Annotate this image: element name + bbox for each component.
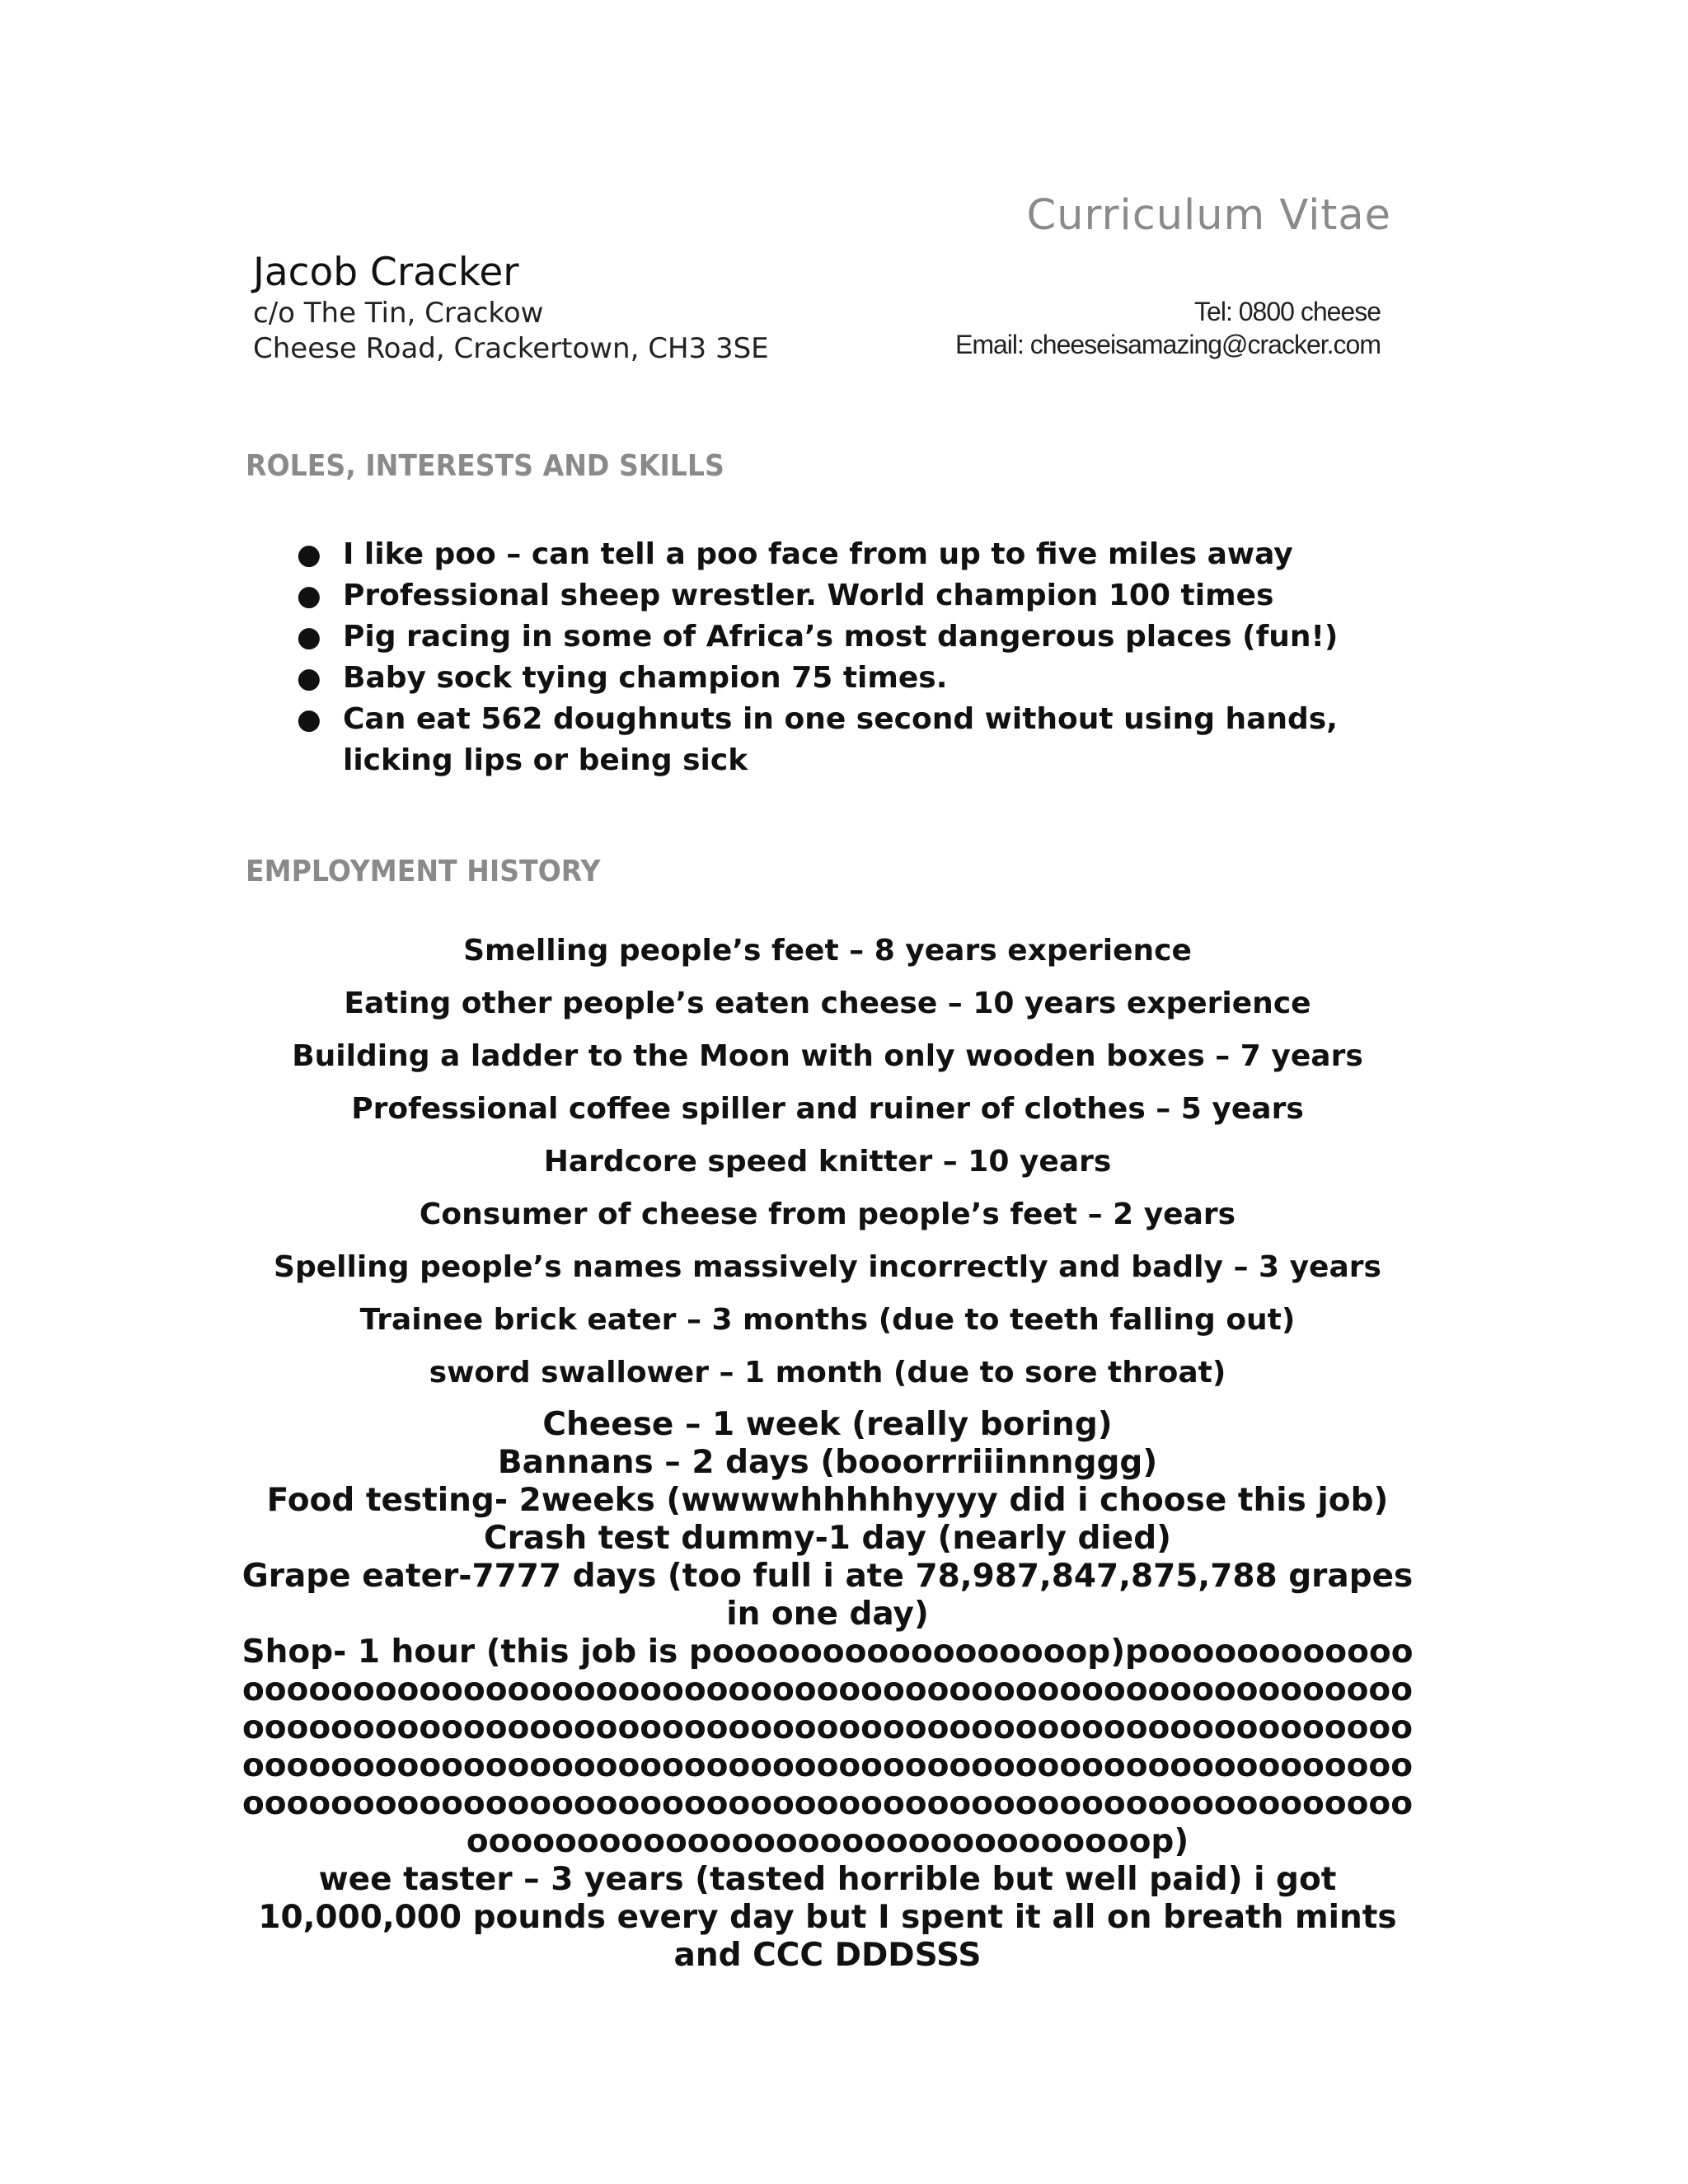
skill-text: I like poo – can tell a poo face from up to five miles away: [343, 537, 1293, 571]
document-title: Curriculum Vitae: [1026, 191, 1391, 240]
address-line-1: c/o The Tin, Crackow: [253, 297, 544, 330]
email-address: Email: cheeseisamazing@cracker.com: [954, 330, 1381, 359]
job-entry: Hardcore speed knitter – 10 years: [543, 1145, 1112, 1179]
list-item: [287, 616, 1400, 658]
bullet-icon: ●: [297, 662, 321, 695]
job-entry: Shop- 1 hour (this job is pooooooooooooooooop)pooooooooooooooooooooooooooooooooooooooooooooooooooooooooooooooooooooooooooooooooooooooooooooooooooooooooooooooooooooooooooooooooooooooooooooooooooooooooooooooooooooooooooooooooooooooooooooooooooooooooooooooooooooooooooooooooooooooooooooooooooooooooooooooop): [241, 1633, 1414, 1860]
job-entry: Smelling people’s feet – 8 years experience: [463, 934, 1192, 968]
job-entry: Cheese – 1 week (really boring): [542, 1406, 1113, 1443]
job-entry: Professional coffee spiller and ruiner of clothes – 5 years: [351, 1092, 1304, 1126]
job-entry: Consumer of cheese from people’s feet – 2 years: [419, 1197, 1236, 1231]
list-item: [287, 699, 1400, 781]
job-entry: Crash test dummy-1 day (nearly died): [483, 1520, 1171, 1557]
skill-text: Can eat 562 doughnuts in one second without using hands, licking lips or being sick: [343, 702, 1338, 777]
telephone: Tel: 0800 cheese: [1194, 297, 1381, 326]
employment-list: [239, 925, 1416, 1975]
job-entry: Bannans – 2 days (booorrriiinnnggg): [497, 1444, 1158, 1481]
job-entry: Spelling people’s names massively incorrectly and badly – 3 years: [274, 1250, 1381, 1284]
skill-text: Professional sheep wrestler. World champion 100 times: [343, 579, 1274, 612]
job-entry: Trainee brick eater – 3 months (due to teeth falling out): [359, 1303, 1296, 1337]
skills-heading: ROLES, INTERESTS AND SKILLS: [246, 449, 724, 483]
job-entry: wee taster – 3 years (tasted horrible but well paid) i got 10,000,000 pounds every day but I spent it all on breath mints and CCC DDDSSS: [258, 1861, 1397, 1974]
bullet-icon: ●: [297, 579, 321, 612]
skill-text: Baby sock tying champion 75 times.: [343, 661, 948, 695]
candidate-name: Jacob Cracker: [253, 250, 519, 295]
employment-heading: EMPLOYMENT HISTORY: [246, 855, 601, 888]
job-entry: Building a ladder to the Moon with only wooden boxes – 7 years: [292, 1039, 1363, 1073]
skills-list: [287, 534, 1400, 781]
list-item: [287, 534, 1400, 575]
bullet-icon: ●: [297, 538, 321, 571]
job-entry: Grape eater-7777 days (too full i ate 78,987,847,875,788 grapes in one day): [241, 1558, 1414, 1633]
bullet-icon: ●: [297, 621, 321, 654]
skill-text: Pig racing in some of Africa’s most dangerous places (fun!): [343, 620, 1339, 654]
job-entry: sword swallower – 1 month (due to sore throat): [429, 1356, 1226, 1390]
address-line-2: Cheese Road, Crackertown, CH3 3SE: [253, 332, 769, 365]
list-item: [287, 575, 1400, 616]
job-entry: Eating other people’s eaten cheese – 10 years experience: [344, 987, 1311, 1020]
bullet-icon: ●: [297, 703, 321, 736]
job-entry: Food testing- 2weeks (wwwwhhhhhyyyy did i choose this job): [266, 1482, 1389, 1519]
list-item: [287, 658, 1400, 699]
